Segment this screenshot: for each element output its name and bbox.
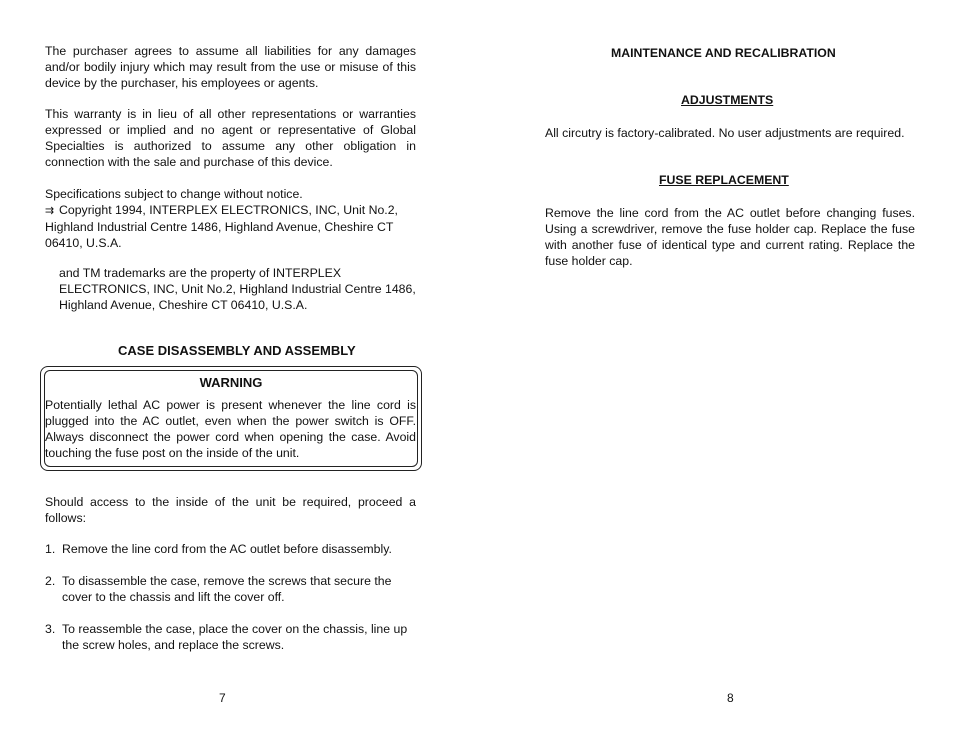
liability-paragraph: The purchaser agrees to assume all liabilities for any damages and/or bodily injury which may result from the use or misuse of this device by the purchaser, his employees or agents. [45,44,416,90]
page-number: 7 [219,691,226,705]
page-number: 8 [727,691,734,705]
warning-text: Potentially lethal AC power is present whenever the line cord is plugged into the AC outlet, even when the power switch is OFF. Always disconnect the power cord when opening the case. Avoid touching the fuse post on the inside of the unit. [45,398,416,460]
list-text: Remove the line cord from the AC outlet before disassembly. [62,542,392,556]
copyright-block [45,202,416,251]
fuse-replacement-heading: FUSE REPLACEMENT [659,173,789,187]
list-number: 3. [45,622,56,636]
right-page [477,0,954,738]
arrow-icon: ⇉ [45,205,55,217]
list-text: To disassemble the case, remove the screws that secure the cover to the chassis and lift the cover off. [62,574,392,604]
copyright-text: Copyright 1994, INTERPLEX ELECTRONICS, INC, Unit No.2, Highland Industrial Centre 1486, Highland Avenue, Cheshire CT 06410, U.S.A. [45,203,398,250]
warranty-paragraph: This warranty is in lieu of all other representations or warranties expressed or implied and no agent or representative of Global Specialties is authorized to assume any other obligation in connection with the sale and purchase of this device. [45,107,416,169]
list-number: 2. [45,574,56,588]
specifications-notice: Specifications subject to change without notice. [45,187,303,201]
adjustments-heading: ADJUSTMENTS [681,93,774,107]
fuse-replacement-paragraph: Remove the line cord from the AC outlet before changing fuses. Using a screwdriver, remove the fuse holder cap. Replace the fuse with another fuse of identical type and current rating. Replace the fuse holder cap. [545,206,915,268]
section-heading: CASE DISASSEMBLY AND ASSEMBLY [118,343,356,358]
adjustments-paragraph: All circutry is factory-calibrated. No user adjustments are required. [545,126,905,140]
list-number: 1. [45,542,56,556]
trademark-paragraph: and TM trademarks are the property of INTERPLEX ELECTRONICS, INC, Unit No.2, Highland Industrial Centre 1486, Highland Avenue, Cheshire CT 06410, U.S.A. [59,266,416,312]
intro-paragraph: Should access to the inside of the unit be required, proceed a follows: [45,495,416,525]
warning-title: WARNING [199,375,263,390]
warning-box [40,366,422,471]
list-text: To reassemble the case, place the cover on the chassis, line up the screw holes, and replace the screws. [62,622,408,652]
page-title: MAINTENANCE AND RECALIBRATION [611,46,836,60]
